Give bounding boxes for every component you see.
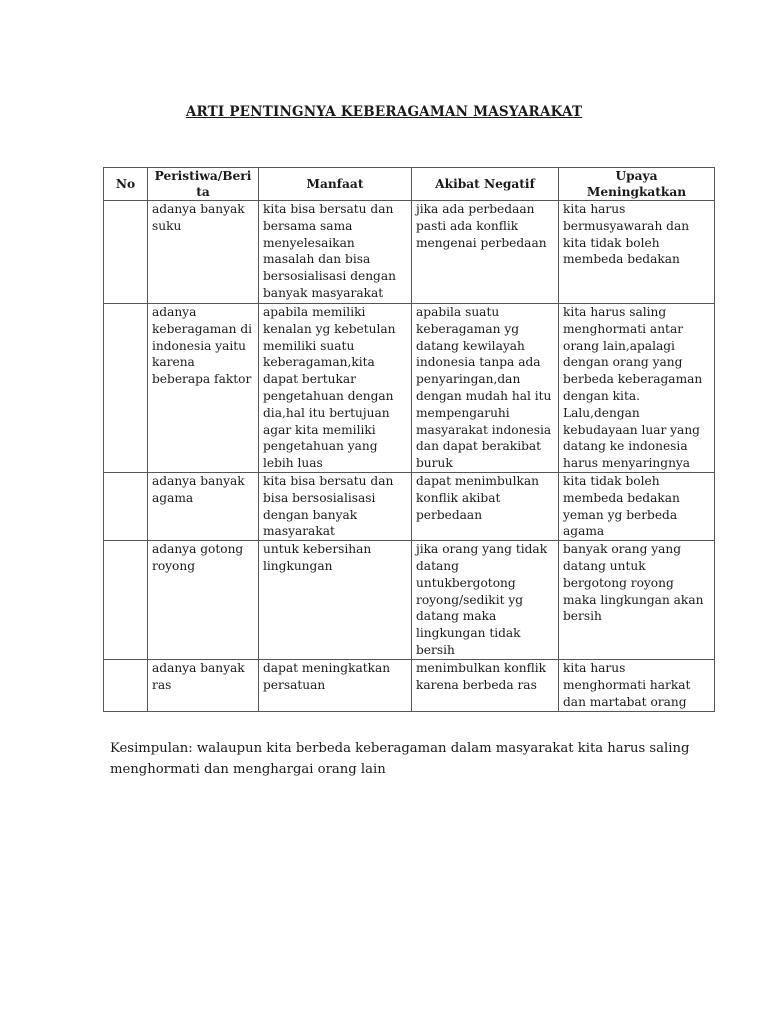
cell-upaya: kita harus saling menghormati antar orang lain,apalagi dengan orang yang berbeda keberagaman dengan kita. Lalu,dengan kebudayaan luar yang datang ke indonesia harus menyaringnya bbox=[559, 304, 715, 473]
cell-no bbox=[104, 304, 148, 473]
cell-upaya: kita harus bermusyawarah dan kita tidak boleh membeda bedakan bbox=[559, 201, 715, 304]
cell-akibat: menimbulkan konflik karena berbeda ras bbox=[412, 660, 559, 712]
cell-akibat: jika ada perbedaan pasti ada konflik mengenai perbedaan bbox=[412, 201, 559, 304]
header-no: No bbox=[104, 168, 148, 201]
cell-akibat: dapat menimbulkan konflik akibat perbedaan bbox=[412, 473, 559, 541]
cell-manfaat: apabila memiliki kenalan yg kebetulan memiliki suatu keberagaman,kita dapat bertukar pengetahuan dengan dia,hal itu bertujuan agar kita memiliki pengetahuan yang lebih luas bbox=[259, 304, 412, 473]
cell-upaya: kita harus menghormati harkat dan martabat orang bbox=[559, 660, 715, 712]
table-row bbox=[104, 304, 715, 473]
cell-akibat: jika orang yang tidak datang untukbergotong royong/sedikit yg datang maka lingkungan tidak bersih bbox=[412, 541, 559, 660]
table-row bbox=[104, 201, 715, 304]
cell-peristiwa: adanya keberagaman di indonesia yaitu karena beberapa faktor bbox=[148, 304, 259, 473]
cell-manfaat: dapat meningkatkan persatuan bbox=[259, 660, 412, 712]
cell-manfaat: kita bisa bersatu dan bersama sama menyelesaikan masalah dan bisa bersosialisasi dengan banyak masyarakat bbox=[259, 201, 412, 304]
cell-manfaat: untuk kebersihan lingkungan bbox=[259, 541, 412, 660]
cell-peristiwa: adanya banyak ras bbox=[148, 660, 259, 712]
header-peristiwa-line1: Peristiwa/Beri bbox=[154, 169, 252, 183]
table-row bbox=[104, 473, 715, 541]
header-upaya bbox=[559, 168, 715, 201]
cell-upaya: kita tidak boleh membeda bedakan yeman yg berbeda agama bbox=[559, 473, 715, 541]
header-manfaat: Manfaat bbox=[259, 168, 412, 201]
cell-peristiwa: adanya banyak agama bbox=[148, 473, 259, 541]
table-header-row bbox=[104, 168, 715, 201]
header-peristiwa-line2: ta bbox=[196, 185, 210, 199]
header-akibat: Akibat Negatif bbox=[412, 168, 559, 201]
cell-no bbox=[104, 541, 148, 660]
conclusion-text: Kesimpulan: walaupun kita berbeda keberagaman dalam masyarakat kita harus saling menghormati dan menghargai orang lain bbox=[110, 741, 690, 777]
header-peristiwa bbox=[148, 168, 259, 201]
cell-no bbox=[104, 201, 148, 304]
cell-peristiwa: adanya gotong royong bbox=[148, 541, 259, 660]
cell-manfaat: kita bisa bersatu dan bisa bersosialisasi dengan banyak masyarakat bbox=[259, 473, 412, 541]
page-title: ARTI PENTINGNYA KEBERAGAMAN MASYARAKAT bbox=[185, 104, 583, 120]
header-upaya-line2: Meningkatkan bbox=[586, 185, 687, 199]
keberagaman-table bbox=[103, 167, 715, 712]
cell-akibat: apabila suatu keberagaman yg datang kewilayah indonesia tanpa ada penyaringan,dan dengan mudah hal itu mempengaruhi masyarakat indonesia dan dapat berakibat buruk bbox=[412, 304, 559, 473]
table-row bbox=[104, 541, 715, 660]
header-upaya-line1: Upaya bbox=[615, 169, 658, 183]
cell-no bbox=[104, 660, 148, 712]
table-row bbox=[104, 660, 715, 712]
cell-upaya: banyak orang yang datang untuk bergotong royong maka lingkungan akan bersih bbox=[559, 541, 715, 660]
cell-peristiwa: adanya banyak suku bbox=[148, 201, 259, 304]
cell-no bbox=[104, 473, 148, 541]
